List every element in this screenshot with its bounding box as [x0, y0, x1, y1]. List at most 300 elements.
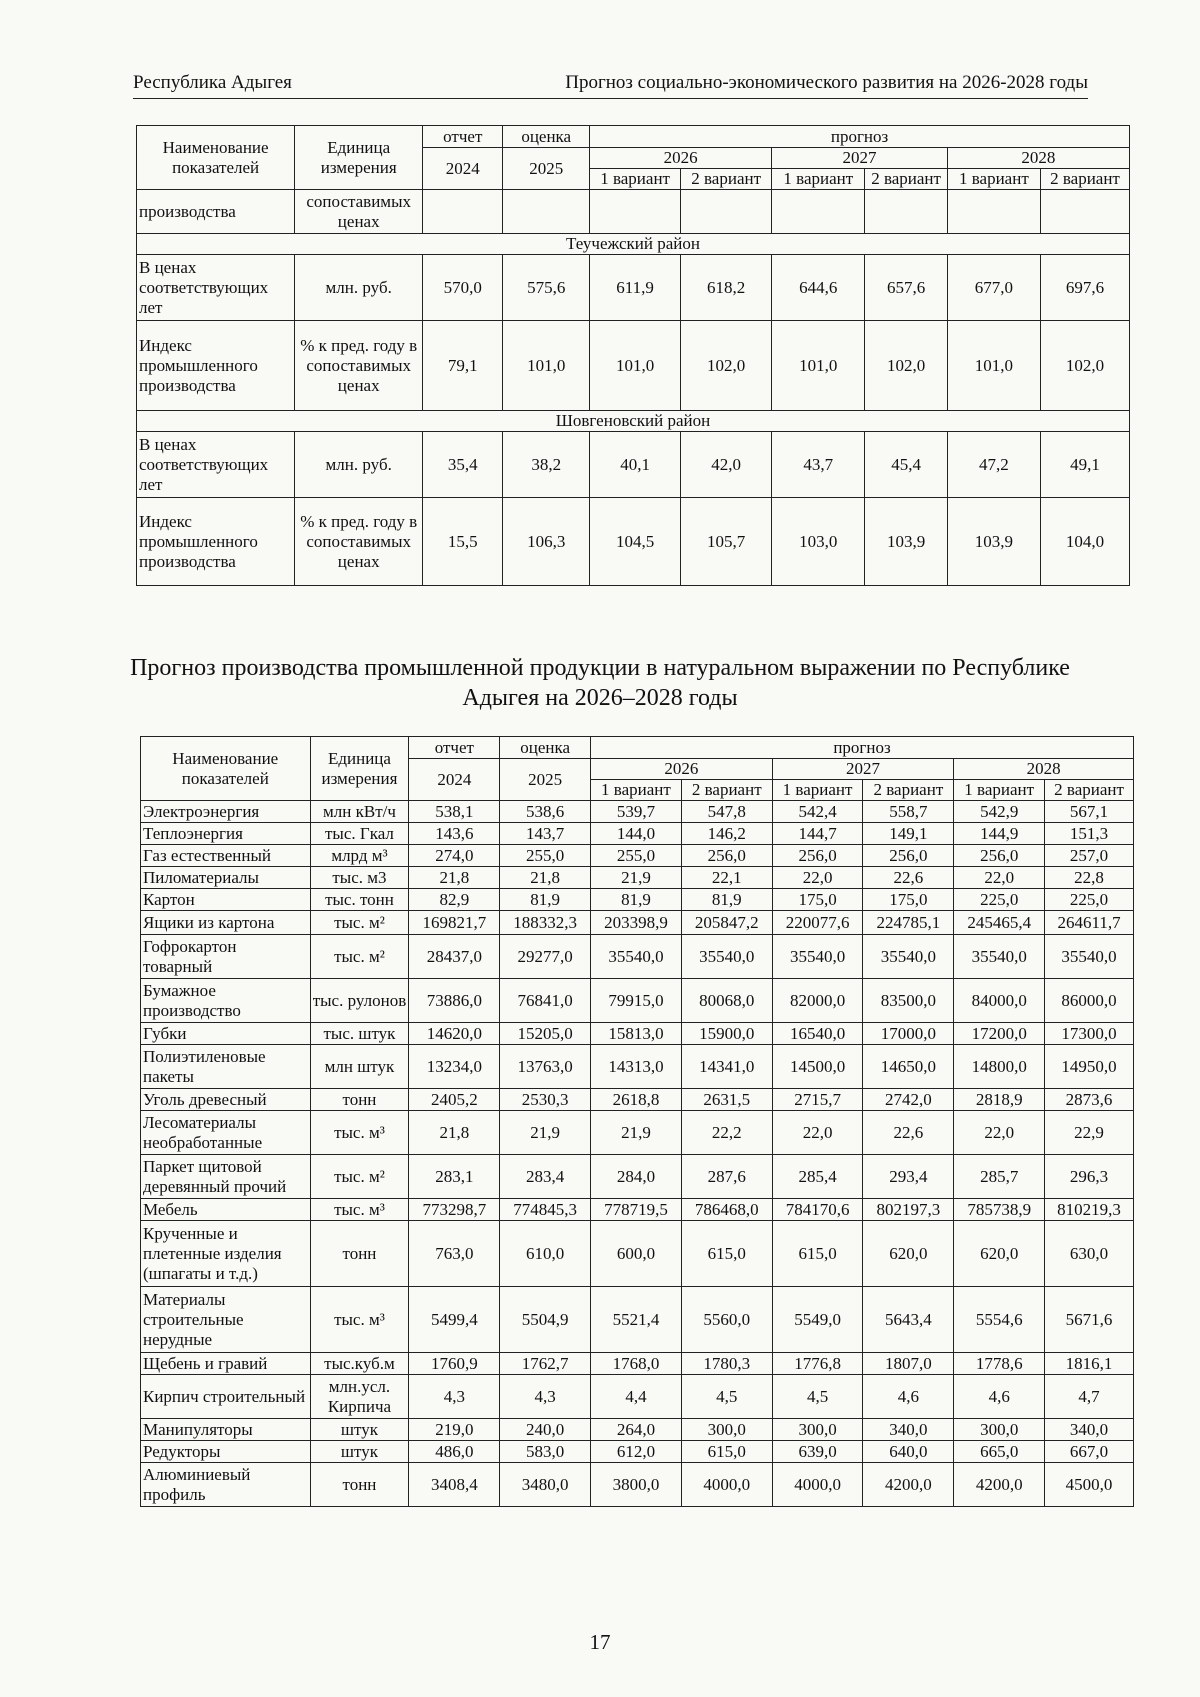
value-cell: 81,9: [500, 889, 591, 911]
unit-cell: млн. руб.: [295, 255, 423, 321]
indicator-name: Индекс промышленного производства: [137, 321, 295, 411]
value-cell: 570,0: [423, 255, 503, 321]
value-cell: 4,5: [681, 1375, 772, 1419]
header-year-2024: 2024: [409, 759, 500, 801]
value-cell: 4,4: [591, 1375, 682, 1419]
value-cell: 773298,7: [409, 1199, 500, 1221]
value-cell: 5504,9: [500, 1287, 591, 1353]
header-variant-2: 2 вариант: [863, 780, 954, 801]
header-name: Наименование показателей: [137, 126, 295, 190]
table-row: [141, 979, 1134, 1023]
value-cell: 86000,0: [1045, 979, 1134, 1023]
value-cell: 620,0: [954, 1221, 1045, 1287]
value-cell: 644,6: [772, 255, 865, 321]
value-cell: 255,0: [500, 845, 591, 867]
value-cell: 22,8: [1045, 867, 1134, 889]
value-cell: 22,6: [863, 867, 954, 889]
value-cell: 28437,0: [409, 935, 500, 979]
value-cell: 538,1: [409, 801, 500, 823]
table-row: [141, 1023, 1134, 1045]
value-cell: 14650,0: [863, 1045, 954, 1089]
value-cell: 13234,0: [409, 1045, 500, 1089]
value-cell: 785738,9: [954, 1199, 1045, 1221]
table-row: [141, 1353, 1134, 1375]
value-cell: 615,0: [772, 1221, 863, 1287]
value-cell: 40,1: [590, 432, 681, 498]
table-row: [141, 1199, 1134, 1221]
value-cell: 542,9: [954, 801, 1045, 823]
value-cell: 4,3: [409, 1375, 500, 1419]
value-cell: 103,9: [865, 498, 947, 586]
table-row: [141, 1111, 1134, 1155]
unit-cell: млн штук: [310, 1045, 409, 1089]
table-row: [141, 889, 1134, 911]
value-cell: 144,9: [954, 823, 1045, 845]
value-cell: 340,0: [1045, 1419, 1134, 1441]
value-cell: 101,0: [947, 321, 1040, 411]
unit-cell: тонн: [310, 1089, 409, 1111]
value-cell: 486,0: [409, 1441, 500, 1463]
header-document-title: Прогноз социально-экономического развития на 2026-2028 годы: [565, 72, 1088, 93]
value-cell: 21,8: [500, 867, 591, 889]
district-row: [137, 411, 1130, 432]
value-cell: 640,0: [863, 1441, 954, 1463]
product-name: Картон: [141, 889, 311, 911]
value-cell: 76841,0: [500, 979, 591, 1023]
header-variant-1: 1 вариант: [590, 169, 681, 190]
product-name: Щебень и гравий: [141, 1353, 311, 1375]
value-cell: 21,8: [409, 867, 500, 889]
product-name: Мебель: [141, 1199, 311, 1221]
value-cell: 219,0: [409, 1419, 500, 1441]
value-cell: 542,4: [772, 801, 863, 823]
value-cell: 79,1: [423, 321, 503, 411]
product-name: Электроэнергия: [141, 801, 311, 823]
value-cell: 21,9: [591, 867, 682, 889]
value-cell: 104,5: [590, 498, 681, 586]
value-cell: 4000,0: [681, 1463, 772, 1507]
unit-cell: штук: [310, 1441, 409, 1463]
value-cell: 3800,0: [591, 1463, 682, 1507]
value-cell: 4,7: [1045, 1375, 1134, 1419]
header-variant-2: 2 вариант: [681, 169, 772, 190]
value-cell: 583,0: [500, 1441, 591, 1463]
value-cell: 80068,0: [681, 979, 772, 1023]
value-cell: 283,1: [409, 1155, 500, 1199]
table-row: [137, 432, 1130, 498]
value-cell: 2618,8: [591, 1089, 682, 1111]
value-cell: 22,2: [681, 1111, 772, 1155]
value-cell: 245465,4: [954, 911, 1045, 935]
value-cell: 81,9: [591, 889, 682, 911]
value-cell: 175,0: [863, 889, 954, 911]
value-cell: 101,0: [772, 321, 865, 411]
header-variant-2: 2 вариант: [865, 169, 947, 190]
product-name: Полиэтиленовые пакеты: [141, 1045, 311, 1089]
value-cell: 2818,9: [954, 1089, 1045, 1111]
value-cell: 538,6: [500, 801, 591, 823]
product-name: Алюминиевый профиль: [141, 1463, 311, 1507]
product-name: Манипуляторы: [141, 1419, 311, 1441]
value-cell: 300,0: [772, 1419, 863, 1441]
header-year-2027: 2027: [772, 759, 954, 780]
header-variant-2: 2 вариант: [1045, 780, 1134, 801]
value-cell: 3480,0: [500, 1463, 591, 1507]
value-cell: 151,3: [1045, 823, 1134, 845]
value-cell: 14341,0: [681, 1045, 772, 1089]
section-title: Прогноз производства промышленной продукции в натуральном выражении по Республике Адыгея на 2026–2028 годы: [130, 655, 1070, 711]
value-cell: 21,8: [409, 1111, 500, 1155]
unit-cell: штук: [310, 1419, 409, 1441]
header-report: отчет: [409, 737, 500, 759]
value-cell: 2631,5: [681, 1089, 772, 1111]
value-cell: 4500,0: [1045, 1463, 1134, 1507]
value-cell: 17300,0: [1045, 1023, 1134, 1045]
value-cell: 21,9: [500, 1111, 591, 1155]
value-cell: 2873,6: [1045, 1089, 1134, 1111]
header-year-2025: 2025: [500, 759, 591, 801]
value-cell: 697,6: [1040, 255, 1129, 321]
header-year-2028: 2028: [954, 759, 1134, 780]
value-cell: 4200,0: [954, 1463, 1045, 1507]
value-cell: 256,0: [772, 845, 863, 867]
value-cell: 14950,0: [1045, 1045, 1134, 1089]
value-cell: 105,7: [681, 498, 772, 586]
value-cell: 256,0: [954, 845, 1045, 867]
value-cell: 296,3: [1045, 1155, 1134, 1199]
value-cell: 29277,0: [500, 935, 591, 979]
value-cell: 17000,0: [863, 1023, 954, 1045]
natural-production-table: [140, 736, 1134, 1507]
header-estimate: оценка: [503, 126, 590, 148]
unit-cell: тыс. м²: [310, 1155, 409, 1199]
value-cell: 146,2: [681, 823, 772, 845]
value-cell: 83500,0: [863, 979, 954, 1023]
value-cell: 102,0: [865, 321, 947, 411]
header-report: отчет: [423, 126, 503, 148]
value-cell: 149,1: [863, 823, 954, 845]
value-cell: 143,6: [409, 823, 500, 845]
value-cell: 4,6: [954, 1375, 1045, 1419]
value-cell: 639,0: [772, 1441, 863, 1463]
header-unit: Единица измерения: [295, 126, 423, 190]
unit-cell: тыс. м³: [310, 1287, 409, 1353]
value-cell: 38,2: [503, 432, 590, 498]
header-estimate: оценка: [500, 737, 591, 759]
unit-cell: тыс. м³: [310, 1111, 409, 1155]
table-row: [137, 190, 1130, 234]
value-cell: 144,7: [772, 823, 863, 845]
unit-cell: тыс. м²: [310, 935, 409, 979]
value-cell: 79915,0: [591, 979, 682, 1023]
table-row: [137, 321, 1130, 411]
value-cell: 2715,7: [772, 1089, 863, 1111]
value-cell: 225,0: [1045, 889, 1134, 911]
value-cell: 42,0: [681, 432, 772, 498]
table-row: [141, 1221, 1134, 1287]
value-cell: 103,9: [947, 498, 1040, 586]
product-name: Теплоэнергия: [141, 823, 311, 845]
unit-cell: тыс. штук: [310, 1023, 409, 1045]
table-row: [141, 867, 1134, 889]
value-cell: 5521,4: [591, 1287, 682, 1353]
value-cell: 14620,0: [409, 1023, 500, 1045]
value-cell: 547,8: [681, 801, 772, 823]
value-cell: 143,7: [500, 823, 591, 845]
header-variant-1: 1 вариант: [772, 169, 865, 190]
header-year-2024: 2024: [423, 148, 503, 190]
value-cell: 103,0: [772, 498, 865, 586]
value-cell: 35540,0: [954, 935, 1045, 979]
product-name: Ящики из картона: [141, 911, 311, 935]
header-year-2026: 2026: [591, 759, 773, 780]
district-title: Шовгеновский район: [137, 411, 1130, 432]
value-cell: 274,0: [409, 845, 500, 867]
unit-cell: млн.усл. Кирпича: [310, 1375, 409, 1419]
value-cell: 84000,0: [954, 979, 1045, 1023]
indicator-name: производства: [137, 190, 295, 234]
value-cell: 4000,0: [772, 1463, 863, 1507]
value-cell: 102,0: [681, 321, 772, 411]
value-cell: 340,0: [863, 1419, 954, 1441]
value-cell: 778719,5: [591, 1199, 682, 1221]
value-cell: 283,4: [500, 1155, 591, 1199]
value-cell: [590, 190, 681, 234]
value-cell: 175,0: [772, 889, 863, 911]
header-year-2026: 2026: [590, 148, 772, 169]
unit-cell: млн кВт/ч: [310, 801, 409, 823]
header-year-2027: 2027: [772, 148, 948, 169]
table-row: [137, 255, 1130, 321]
value-cell: 35540,0: [772, 935, 863, 979]
value-cell: 287,6: [681, 1155, 772, 1199]
table-row: [141, 1419, 1134, 1441]
value-cell: 600,0: [591, 1221, 682, 1287]
product-name: Крученные и плетенные изделия (шпагаты и т.д.): [141, 1221, 311, 1287]
value-cell: 285,4: [772, 1155, 863, 1199]
value-cell: 5643,4: [863, 1287, 954, 1353]
value-cell: 144,0: [591, 823, 682, 845]
value-cell: 16540,0: [772, 1023, 863, 1045]
value-cell: 220077,6: [772, 911, 863, 935]
table-row: [141, 1045, 1134, 1089]
value-cell: 264,0: [591, 1419, 682, 1441]
value-cell: 101,0: [503, 321, 590, 411]
value-cell: 575,6: [503, 255, 590, 321]
value-cell: 188332,3: [500, 911, 591, 935]
value-cell: 240,0: [500, 1419, 591, 1441]
value-cell: 300,0: [681, 1419, 772, 1441]
indicator-name: В ценах соответствующих лет: [137, 432, 295, 498]
value-cell: [947, 190, 1040, 234]
value-cell: 2742,0: [863, 1089, 954, 1111]
value-cell: 1776,8: [772, 1353, 863, 1375]
value-cell: 4,5: [772, 1375, 863, 1419]
value-cell: 257,0: [1045, 845, 1134, 867]
value-cell: 667,0: [1045, 1441, 1134, 1463]
unit-cell: тыс. Гкал: [310, 823, 409, 845]
value-cell: 22,0: [772, 1111, 863, 1155]
header-forecast: прогноз: [591, 737, 1134, 759]
value-cell: [1040, 190, 1129, 234]
value-cell: 14313,0: [591, 1045, 682, 1089]
product-name: Лесоматериалы необработанные: [141, 1111, 311, 1155]
product-name: Гофрокартон товарный: [141, 935, 311, 979]
value-cell: 293,4: [863, 1155, 954, 1199]
product-name: Бумажное производство: [141, 979, 311, 1023]
value-cell: 615,0: [681, 1441, 772, 1463]
value-cell: 256,0: [863, 845, 954, 867]
value-cell: 21,9: [591, 1111, 682, 1155]
value-cell: 15,5: [423, 498, 503, 586]
value-cell: 5554,6: [954, 1287, 1045, 1353]
table-row: [141, 935, 1134, 979]
value-cell: 763,0: [409, 1221, 500, 1287]
value-cell: 665,0: [954, 1441, 1045, 1463]
table-row: [141, 1463, 1134, 1507]
product-name: Пиломатериалы: [141, 867, 311, 889]
indicator-name: В ценах соответствующих лет: [137, 255, 295, 321]
product-name: Редукторы: [141, 1441, 311, 1463]
value-cell: 1816,1: [1045, 1353, 1134, 1375]
value-cell: 169821,7: [409, 911, 500, 935]
value-cell: [772, 190, 865, 234]
table-row: [141, 1155, 1134, 1199]
table-row: [141, 845, 1134, 867]
value-cell: 1778,6: [954, 1353, 1045, 1375]
value-cell: 43,7: [772, 432, 865, 498]
unit-cell: тыс. тонн: [310, 889, 409, 911]
value-cell: 4,6: [863, 1375, 954, 1419]
unit-cell: тыс. м³: [310, 1199, 409, 1221]
value-cell: 81,9: [681, 889, 772, 911]
value-cell: 225,0: [954, 889, 1045, 911]
value-cell: 784170,6: [772, 1199, 863, 1221]
unit-cell: тыс.куб.м: [310, 1353, 409, 1375]
value-cell: 4,3: [500, 1375, 591, 1419]
value-cell: 264611,7: [1045, 911, 1134, 935]
value-cell: 810219,3: [1045, 1199, 1134, 1221]
header-unit: Единица измерения: [310, 737, 409, 801]
product-name: Кирпич строительный: [141, 1375, 311, 1419]
value-cell: [681, 190, 772, 234]
table-row: [141, 1375, 1134, 1419]
header-variant-1: 1 вариант: [591, 780, 682, 801]
unit-cell: тонн: [310, 1463, 409, 1507]
value-cell: 5560,0: [681, 1287, 772, 1353]
value-cell: 49,1: [1040, 432, 1129, 498]
value-cell: 22,0: [954, 1111, 1045, 1155]
value-cell: 1780,3: [681, 1353, 772, 1375]
value-cell: 35540,0: [681, 935, 772, 979]
header-region: Республика Адыгея: [133, 72, 292, 93]
value-cell: 786468,0: [681, 1199, 772, 1221]
product-name: Уголь древесный: [141, 1089, 311, 1111]
value-cell: 1768,0: [591, 1353, 682, 1375]
value-cell: 82000,0: [772, 979, 863, 1023]
value-cell: 35540,0: [1045, 935, 1134, 979]
value-cell: 47,2: [947, 432, 1040, 498]
value-cell: 205847,2: [681, 911, 772, 935]
value-cell: 106,3: [503, 498, 590, 586]
unit-cell: млрд м³: [310, 845, 409, 867]
value-cell: 35540,0: [591, 935, 682, 979]
value-cell: 203398,9: [591, 911, 682, 935]
district-row: [137, 234, 1130, 255]
page-header: [133, 70, 1088, 99]
value-cell: 285,7: [954, 1155, 1045, 1199]
value-cell: 101,0: [590, 321, 681, 411]
value-cell: [503, 190, 590, 234]
value-cell: 14800,0: [954, 1045, 1045, 1089]
value-cell: 22,6: [863, 1111, 954, 1155]
value-cell: 82,9: [409, 889, 500, 911]
value-cell: 35,4: [423, 432, 503, 498]
page-number: 17: [589, 1630, 611, 1654]
table-row: [141, 911, 1134, 935]
value-cell: 611,9: [590, 255, 681, 321]
unit-cell: тыс. м3: [310, 867, 409, 889]
unit-cell: тонн: [310, 1221, 409, 1287]
table-row: [141, 1287, 1134, 1353]
district-title: Теучежский район: [137, 234, 1130, 255]
product-name: Паркет щитовой деревянный прочий: [141, 1155, 311, 1199]
header-year-2025: 2025: [503, 148, 590, 190]
value-cell: 558,7: [863, 801, 954, 823]
header-variant-2: 2 вариант: [681, 780, 772, 801]
value-cell: 5549,0: [772, 1287, 863, 1353]
value-cell: 104,0: [1040, 498, 1129, 586]
value-cell: 22,9: [1045, 1111, 1134, 1155]
value-cell: 630,0: [1045, 1221, 1134, 1287]
value-cell: 774845,3: [500, 1199, 591, 1221]
value-cell: 45,4: [865, 432, 947, 498]
header-variant-1: 1 вариант: [772, 780, 863, 801]
value-cell: 620,0: [863, 1221, 954, 1287]
value-cell: 610,0: [500, 1221, 591, 1287]
value-cell: 539,7: [591, 801, 682, 823]
header-year-2028: 2028: [947, 148, 1129, 169]
value-cell: 677,0: [947, 255, 1040, 321]
value-cell: 615,0: [681, 1221, 772, 1287]
value-cell: 1762,7: [500, 1353, 591, 1375]
value-cell: 612,0: [591, 1441, 682, 1463]
product-name: Губки: [141, 1023, 311, 1045]
product-name: Материалы строительные нерудные: [141, 1287, 311, 1353]
table-row: [141, 1089, 1134, 1111]
value-cell: 22,1: [681, 867, 772, 889]
table-row: [141, 1441, 1134, 1463]
value-cell: 618,2: [681, 255, 772, 321]
value-cell: 3408,4: [409, 1463, 500, 1507]
value-cell: 256,0: [681, 845, 772, 867]
value-cell: 284,0: [591, 1155, 682, 1199]
value-cell: 4200,0: [863, 1463, 954, 1507]
indicator-name: Индекс промышленного производства: [137, 498, 295, 586]
header-variant-1: 1 вариант: [947, 169, 1040, 190]
value-cell: 73886,0: [409, 979, 500, 1023]
value-cell: 2405,2: [409, 1089, 500, 1111]
value-cell: 5671,6: [1045, 1287, 1134, 1353]
value-cell: 5499,4: [409, 1287, 500, 1353]
table-row: [141, 823, 1134, 845]
header-forecast: прогноз: [590, 126, 1130, 148]
unit-cell: сопоставимых ценах: [295, 190, 423, 234]
value-cell: 2530,3: [500, 1089, 591, 1111]
value-cell: 22,0: [772, 867, 863, 889]
value-cell: 1760,9: [409, 1353, 500, 1375]
unit-cell: тыс. м²: [310, 911, 409, 935]
